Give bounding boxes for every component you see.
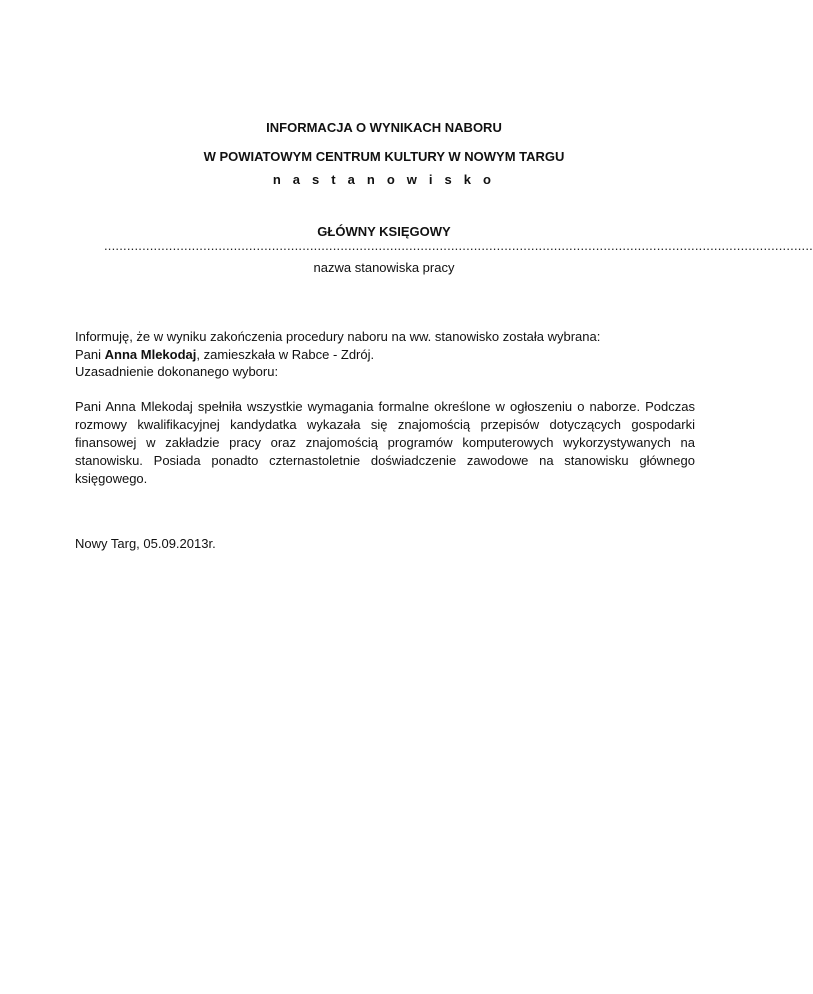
info-line-1: Informuję, że w wyniku zakończenia procedury naboru na ww. stanowisko została wybrana: bbox=[75, 329, 601, 344]
candidate-name: Anna Mlekodaj bbox=[104, 347, 197, 362]
dotted-line: .......................................................................................................................................................................................... bbox=[104, 238, 813, 253]
info-line-2-suffix: , zamieszkała w Rabce - Zdrój. bbox=[196, 347, 375, 362]
heading-line-2: W POWIATOWYM CENTRUM KULTURY W NOWYM TARGU bbox=[203, 149, 565, 164]
position-caption: nazwa stanowiska pracy bbox=[313, 260, 455, 275]
heading-line-3: n a s t a n o w i s k o bbox=[272, 172, 496, 187]
heading-line-1: INFORMACJA O WYNIKACH NABORU bbox=[266, 120, 502, 135]
place-date: Nowy Targ, 05.09.2013r. bbox=[75, 536, 216, 551]
info-line-3: Uzasadnienie dokonanego wyboru: bbox=[75, 364, 279, 379]
info-line-2 bbox=[75, 346, 695, 363]
info-line-2-prefix: Pani bbox=[75, 347, 105, 362]
justification-paragraph: Pani Anna Mlekodaj spełniła wszystkie wymagania formalne określone w ogłoszeniu o naborze. Podczas rozmowy kwalifikacyjnej kandydatka wykazała się znajomością przepisów dotyczących gospodarki finansowej w zakładzie pracy oraz znajomością programów komputerowych wykorzystywanych na stanowisku. Posiada ponadto czternastoletnie doświadczenie zawodowe na stanowisku głównego księgowego. bbox=[75, 399, 695, 486]
position-title: GŁÓWNY KSIĘGOWY bbox=[317, 224, 451, 239]
